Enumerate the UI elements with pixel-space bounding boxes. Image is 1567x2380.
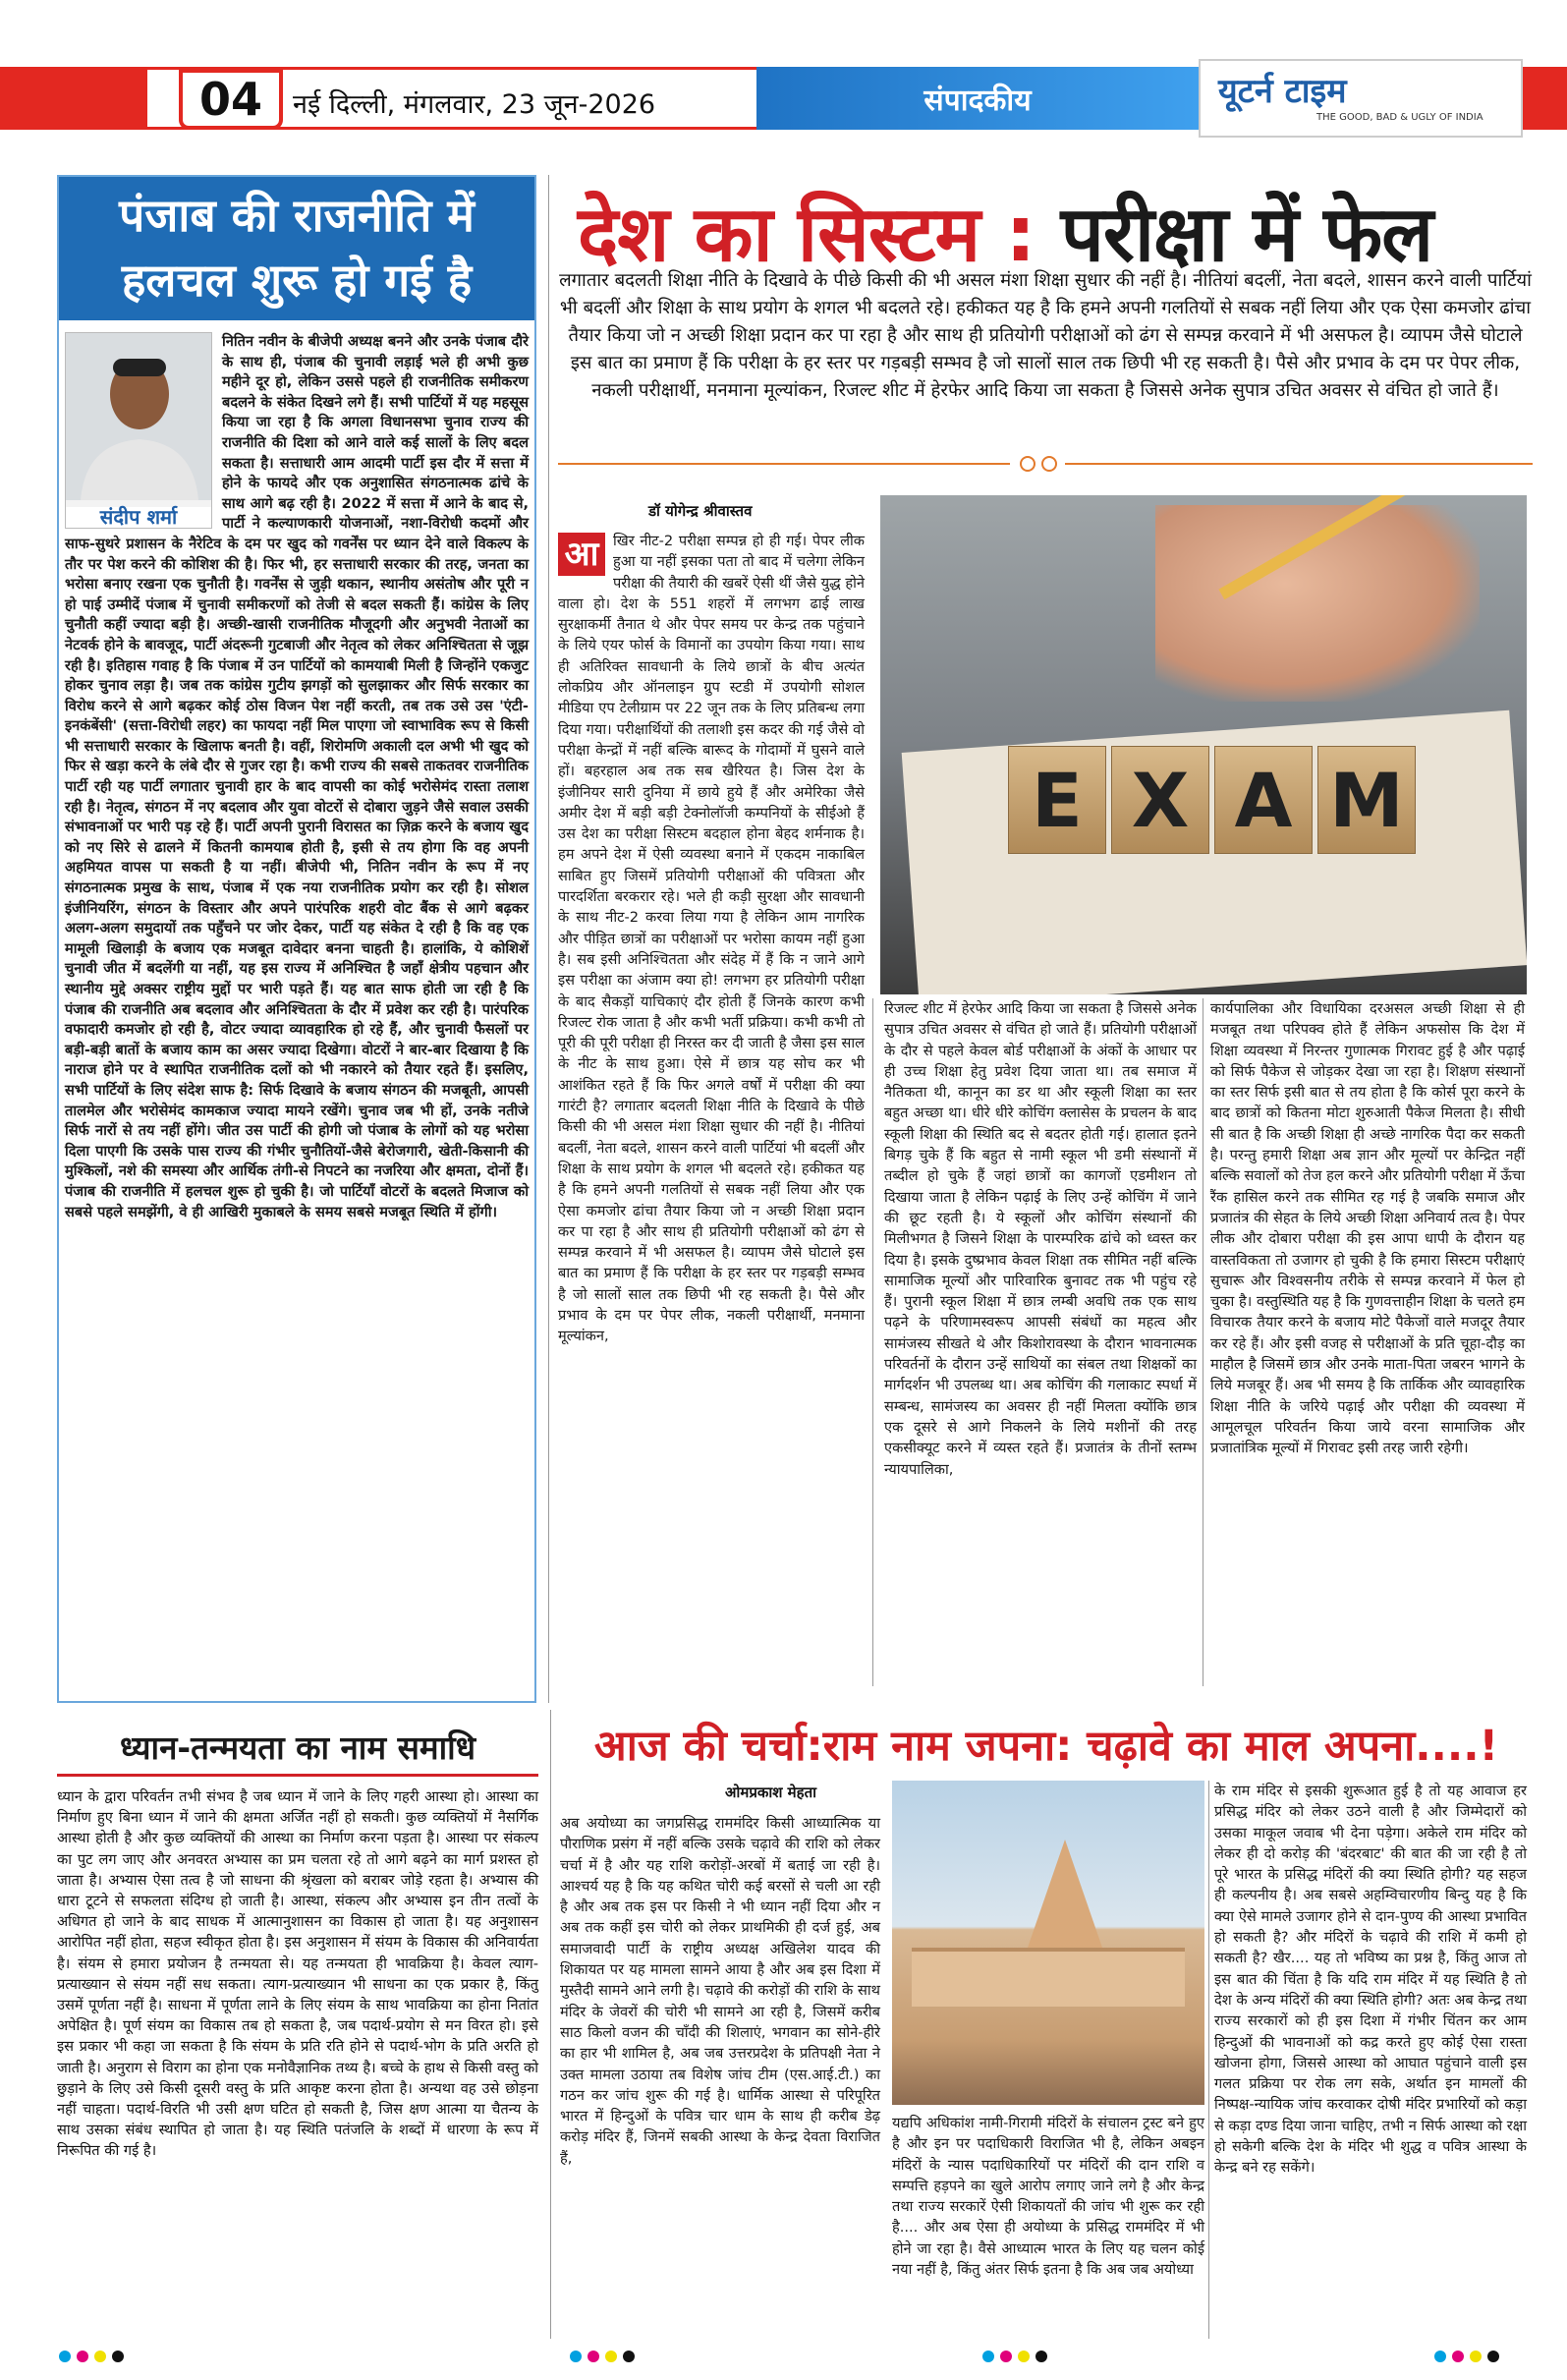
decorative-divider <box>558 454 1533 474</box>
main-col-2: रिजल्ट शीट में हेरफेर आदि किया जा सकता है जिससे अनेक सुपात्र उचित अवसर से वंचित हो जाते हैं। प्रतियोगी परीक्षाओं के दौर से पहले केवल बोर्ड परीक्षाओं के अंकों के आधार पर ही उच्च शिक्षा हेतु प्रवेश दिया जाता था। तब समाज में नैतिकता थी, कानून का डर था और स्कूली शिक्षा का स्तर बहुत अच्छा था। धीरे धीरे कोचिंग क्लासेस के प्रचलन के बाद स्कूली शिक्षा की स्थिति बद से बदतर होती गई। हालात इतने बिगड़ चुके हैं कि बहुत से नामी स्कूल भी डमी संस्थानों में तब्दील हो चुके हैं जहां छात्रों का कागजों एडमीशन तो दिखाया जाता है लेकिन पढ़ाई के लिए उन्हें कोचिंग में जाने की छूट रहती है। ये स्कूलों और कोचिंग संस्थानों की मिलीभगत है जिसने शिक्षा के पारम्परिक ढांचे को ध्वस्त कर दिया है। इसके दुष्प्रभाव केवल शिक्षा तक सीमित नहीं बल्कि सामाजिक मूल्यों और पारिवारिक बुनावट तक भी पहुंच रहे हैं। पुरानी स्कूल शिक्षा में छात्र लम्बी अवधि तक एक साथ पढ़ने के परिणामस्वरूप आपसी संबंधों का महत्व और सामंजस्य सीखते थे और किशोरावस्था के दौरान भावनात्मक परिवर्तनों के दौरान उन्हें साथियों का संबल तथा शिक्षकों का मार्गदर्शन भी उपलब्ध था। अब कोचिंग की गलाकाट स्पर्धा में सम्बन्ध, सामंजस्य का अवसर ही नहीं मिलता क्योंकि छात्र एक दूसरे से आगे निकलने के लिये मशीनों की तरह एकसीक्यूट करने में व्यस्त रहते हैं। प्रजातंत्र के तीनों स्तम्भ न्यायपालिका, <box>884 1000 1197 1478</box>
brand-logo <box>1199 59 1523 138</box>
exam-block-x: X <box>1111 746 1209 854</box>
divider-line-right <box>1065 463 1533 465</box>
cmyk-dots <box>59 2351 124 2362</box>
dropcap: आ <box>558 533 605 576</box>
main-col-1 <box>558 531 865 1347</box>
lower-left-rule <box>57 1774 538 1777</box>
exam-block-m: M <box>1317 746 1416 854</box>
left-editorial-text: नितिन नवीन के बीजेपी अध्यक्ष बनने और उनके पंजाब दौरे के साथ ही, पंजाब की चुनावी लड़ाई भले ही अभी कुछ महीने दूर हो, लेकिन उससे पहले ही राजनीतिक समीकरण बदलने के संकेत दिखने लगे हैं। सभी पार्टियों में यह महसूस किया जा रहा है कि अगला विधानसभा चुनाव राज्य की राजनीति की दिशा को आने वाले कई सालों के लिए बदल सकता है। सत्ताधारी आम आदमी पार्टी इस दौर में सत्ता में होने के फायदे और एक अनुशासित संगठनात्मक ढांचे के साथ आगे बढ़ रही है। 2022 में सत्ता में आने के बाद से, पार्टी ने कल्याणकारी योजनाओं, नशा-विरोधी कदमों और साफ-सुथरे प्रशासन के नैरेटिव के दम पर खुद को गवर्नेंस पर ध्यान देने वाले विकल्प के तौर पर पेश करने की कोशिश की है। फिर भी, हर सत्ताधारी सरकार की तरह, जनता का भरोसा बनाए रखना एक चुनौती है। गवर्नेंस से जुड़ी थकान, स्थानीय असंतोष और पूरी न हो पाई उम्मीदें पंजाब में चुनावी समीकरणों को तेजी से बदल सकती हैं। कांग्रेस के लिए चुनौती कहीं ज्यादा बड़ी है। अच्छी-खासी राजनीतिक मौजूदगी और अनुभवी नेताओं का नेटवर्क होने के बावजूद, पार्टी अंदरूनी गुटबाजी और नेतृत्व को लेकर अनिश्चितता से जूझ रही है। इतिहास गवाह है कि पंजाब में उन पार्टियों को कामयाबी मिली है जिन्होंने एकजुट होकर चुनाव लड़ा है। जब तक कांग्रेस गुटीय झगड़ों को सुलझाकर और सिर्फ सरकार का विरोध करने से आगे बढ़कर कोई ठोस विजन पेश नहीं करती, तब तक उसे उस 'एंटी-इनकंबेंसी' (सत्ता-विरोधी लहर) का फायदा नहीं मिल पाएगा जो स्वाभाविक रूप से किसी भी सत्ताधारी सरकार के खिलाफ बनती है। वहीं, शिरोमणि अकाली दल अभी भी खुद को फिर से खड़ा करने के लंबे दौर से गुजर रहा है। कभी राज्य की सबसे ताकतवर राजनीतिक पार्टी रही यह पार्टी लगातार चुनावी हार के बाद वापसी का कोई भरोसेमंद रास्ता तलाश रही है। नेतृत्व, संगठन में नए बदलाव और युवा वोटरों से दोबारा जुड़ने जैसे सवाल उसकी संभावनाओं पर भारी पड़ रहे हैं। पार्टी अपनी पुरानी विरासत का ज़िक्र करने के बजाय खुद को नए सिरे से ढालने में कितनी कामयाब होती है, इसी से तय होगा कि वह अपनी अहमियत वापस पा सकती है या नहीं। बीजेपी भी, नितिन नवीन के रूप में नए संगठनात्मक प्रमुख के साथ, पंजाब में एक नया राजनीतिक प्रयोग कर रही है। सोशल इंजीनियरिंग, संगठन के विस्तार और अपने पारंपरिक शहरी वोट बैंक से आगे बढ़कर अलग-अलग समुदायों तक पहुँचने पर जोर देकर, पार्टी यह संकेत दे रही है कि वह एक मामूली खिलाड़ी के बजाय एक मजबूत दावेदार बनना चाहती है। हालांकि, ये कोशिशें चुनावी जीत में बदलेंगी या नहीं, यह इस राज्य में अनिश्चित है जहाँ क्षेत्रीय पहचान और स्थानीय मुद्दे अक्सर राष्ट्रीय मुद्दों पर भारी पड़ते हैं। यह बात साफ होती जा रही है कि पंजाब की राजनीति अब बदलाव और अनिश्चितता के दौर में प्रवेश कर रही है। पारंपरिक वफादारी कमजोर हो रही है, वोटर ज्यादा व्यावहारिक हो रहे हैं, और चुनावी फैसलों पर बड़ी-बड़ी बातों के बजाय काम का असर ज्यादा दिखेगा। वोटरों ने बार-बार दिखाया है कि नाराज होने पर वे स्थापित राजनीतिक दलों को भी नकारने को तैयार रहते हैं। इसलिए, सभी पार्टियों के लिए संदेश साफ है: सिर्फ दिखावे के बजाय संगठन की मजबूती, आपसी तालमेल और भरोसेमंद कामकाज ज्यादा मायने रखेंगे। चुनाव जब भी हों, उनके नतीजे सिर्फ नारों से तय नहीं होंगे। जीत उस पार्टी की होगी जो पंजाब के लोगों को यह भरोसा दिला पाएगी कि उसके पास राज्य की गंभीर चुनौतियों-जैसे बेरोजगारी, खेती-किसानी की मुश्किलों, नशे की समस्या और आर्थिक तंगी-से निपटने का नजरिया और क्षमता, दोनों हैं। पंजाब की राजनीति में हलचल शुरू हो चुकी है। जो पार्टियाँ वोटरों के बदलते मिजाज को सबसे पहले समझेंगी, वे ही आखिरी मुकाबले के समय सबसे मजबूत स्थिति में होंगी। <box>65 333 529 1220</box>
cmyk-dots <box>1434 2351 1499 2362</box>
exam-block-a: A <box>1214 746 1313 854</box>
lower-right-col-1: अब अयोध्या का जगप्रसिद्ध राममंदिर किसी आध्यात्मिक या पौराणिक प्रसंग में नहीं बल्कि उसके चढ़ावे की राशि को लेकर चर्चा में है और यह राशि करोड़ों-अरबों में बताई जा रही है। आश्चर्य यह है कि यह कथित चोरी कई बरसों से चली आ रही है और अब तक इस पर किसी ने भी ध्यान नहीं दिया और न अब तक कहीं इस चोरी को लेकर प्राथमिकी ही दर्ज हुई, अब समाजवादी पार्टी के राष्ट्रीय अध्यक्ष अखिलेश यादव की शिकायत पर यह मामला सामने आया है और अब इस दिशा में मुस्तैदी सामने आने लगी है। चढ़ावे की करोड़ों की राशि के साथ मंदिर के जेवरों की चोरी भी सामने आ रही है, जिसमें करीब साठ किलो वजन की चाँदी की शिलाएं, भगवान का सोने-हीरे का हार भी शामिल है, अब जब उत्तरप्रदेश के प्रतिपक्षी नेता ने उक्त मामला उठाया तब विशेष जांच टीम (एस.आई.टी.) का गठन कर जांच शुरू की गई है। धार्मिक आस्था से परिपूरित भारत में हिन्दुओं के पवित्र चार धाम के साथ ही करीब डेढ़ करोड़ मंदिर हैं, जिनमें सबकी आस्था के केन्द्र देवता विराजित हैं, <box>560 1815 880 2167</box>
dateline: नई दिल्ली, मंगलवार, 23 जून-2026 <box>293 89 656 120</box>
temple-photo <box>892 1781 1204 2105</box>
main-col-3: कार्यपालिका और विधायिका दरअसल अच्छी शिक्षा से ही मजबूत तथा परिपक्व होते हैं लेकिन अफसोस कि देश में शिक्षा व्यवस्था में निरन्तर गुणात्मक गिरावट हुई है और पढ़ाई को सिर्फ पैकेज से जोड़कर देखा जा रहा है। शिक्षण संस्थानों का स्तर सिर्फ इसी बात से तय होता है कि कोर्स पूरा करने के बाद छात्रों को कितना मोटा शुरुआती पैकेज मिलता है। सीधी सी बात है कि अच्छी शिक्षा ही अच्छे नागरिक पैदा कर सकती है। परन्तु हमारी शिक्षा अब ज्ञान और मूल्यों पर केन्द्रित नहीं बल्कि सवालों को तेज हल करने और प्रतियोगी परीक्षा में ऊँचा रैंक हासिल करने तक सीमित रह गई है जबकि समाज और प्रजातंत्र की सेहत के लिये अच्छी शिक्षा अनिवार्य तत्व है। पेपर लीक और दोबारा परीक्षा की इस आपा धापी के दौरान यह वास्तविकता तो उजागर हो चुकी है कि हमारा सिस्टम परीक्षाएं सुचारू और विश्वसनीय तरीके से सम्पन्न करवाने में फेल हो चुका है। वस्तुस्थिति यह है कि गुणवत्ताहीन शिक्षा के चलते हम विचारक तैयार करने के बजाय मोटे पैकेजों वाले मजदूर तैयार कर रहे हैं। और इसी वजह से परीक्षाओं के प्रति चूहा-दौड़ का माहौल है जिसमें छात्र और उनके माता-पिता जबरन भागने के लिये मजबूर हैं। अब भी समय है कि तार्किक और व्यावहारिक शिक्षा नीति के जरिये पढ़ाई और परीक्षा की व्यवस्था में आमूलचूल परिवर्तन किया जाये वरना सामाजिक और प्रजातांत्रिक मूल्यों में गिरावट इसी तरह जारी रहेगी। <box>1210 1000 1525 1457</box>
main-col-1-text: खिर नीट-2 परीक्षा सम्पन्न हो ही गई। पेपर लीक हुआ या नहीं इसका पता तो बाद में चलेगा लेकिन परीक्षा की तैयारी की खबरें ऐसी थीं जैसे युद्ध होने वाला हो। देश के 551 शहरों में लगभग ढाई लाख सुरक्षाकर्मी तैनात थे और पेपर समय पर केन्द्र तक पहुंचाने के लिये एयर फोर्स के विमानों का उपयोग किया गया। साथ ही अतिरिक्त सावधानी के लिये छात्रों के बीच अत्यंत लोकप्रिय और ऑनलाइन ग्रुप स्टडी में उपयोगी सोशल मीडिया एप टेलीग्राम पर 22 जून तक के लिए प्रतिबन्ध लगा दिया गया। परीक्षार्थियों की तलाशी इस कदर की गई जैसे वो परीक्षा केन्द्रों में नहीं बल्कि बारूद के गोदामों में घुसने वाले हों। बहरहाल अब तक सब खैरियत है। जिस देश के इंजीनियर सारी दुनिया में छाये हुये हैं और अमेरिका जैसे अमीर देश में बड़ी बड़ी टेक्नोलॉजी कम्पनियों के सीईओ हैं उस देश का परीक्षा सिस्टम बदहाल होना बेहद शर्मनाक है। हम अपने देश में ऐसी व्यवस्था बनाने में एकदम नाकाबिल साबित हुए जिसमें प्रतियोगी परीक्षाओं की पवित्रता और पारदर्शिता बरकरार रहे। भले ही कड़ी सुरक्षा और सावधानी के साथ नीट-2 करवा लिया गया है लेकिन आम नागरिक और पीड़ित छात्रों का परीक्षाओं पर भरोसा कायम नहीं हुआ है। सब इसी अनिश्चितता और संदेह में हैं कि न जाने आगे इस परीक्षा का अंजाम क्या हो! लगभग हर प्रतियोगी परीक्षा के बाद सैकड़ों याचिकाएं दौर होती हैं जिनके कारण कभी रिजल्ट रोक जाता है और कभी भर्ती प्रक्रिया। कभी कभी तो पूरी की पूरी परीक्षा ही निरस्त कर दी जाती है जैसा इस साल के नीट के साथ हुआ। ऐसे में छात्र यह सोच कर भी आशंकित रहते हैं कि फिर अगले वर्षों में परीक्षा की क्या गारंटी है? लगातार बदलती शिक्षा नीति के दिखावे के पीछे किसी की भी असल मंशा शिक्षा सुधार की नहीं है। नीतियां बदलीं, नेता बदले, शासन करने वाली पार्टियां भी बदलीं और शिक्षा के साथ प्रयोग के शगल भी बदलते रहे। हकीकत यह है कि हमने अपनी गलतियों से सबक नहीं लिया और एक ऐसा कमजोर ढांचा तैयार किया जो न अच्छी शिक्षा प्रदान कर पा रहा है और साथ ही प्रतियोगी परीक्षाओं को ढंग से सम्पन्न करवाने में भी असफल है। व्यापम जैसे घोटाले इस बात का प्रमाण हैं कि परीक्षा के हर स्तर पर गड़बड़ी सम्भव है जो सालों साल तक छिपी भी रह सकती है। पैसे और प्रभाव के दम पर पेपर लीक, नकली परीक्षार्थी, मनमाना मूल्यांकन, <box>558 533 865 1345</box>
cmyk-dots <box>570 2351 635 2362</box>
column-rule <box>548 175 549 1703</box>
main-headline-red: देश का सिस्टम : <box>578 191 1061 279</box>
main-headline-black: परीक्षा में फेल <box>1060 191 1433 279</box>
lower-right-col-2: यद्यपि अधिकांश नामी-गिरामी मंदिरों के संचालन ट्रस्ट बने हुए है और इन पर पदाधिकारी विराजित भी है, लेकिन अबइन मंदिरों के न्यास पदाधिकारियों पर मंदिरों की दान राशि व सम्पत्ति हड़पने का खुले आरोप लगाए जाने लगे है और केन्द्र तथा राज्य सरकारें ऐसी शिकायतों की जांच भी शुरू कर रही है.... और अब ऐसा ही अयोध्या के प्रसिद्ध राममंदिर में भी होने जा रहा है। वैसे आध्यात्म भारत के लिए यह चलन कोई नया नहीं है, किंतु अंतर सिर्फ इतना है कि अब जब अयोध्या <box>892 2115 1204 2279</box>
author-photo <box>65 332 212 529</box>
print-registration-marks <box>0 2339 1567 2380</box>
lower-right-byline: ओमप्रकाश मेहता <box>725 1784 817 1801</box>
author-portrait-icon <box>66 333 212 500</box>
lower-left-body: ध्यान के द्वारा परिवर्तन तभी संभव है जब ध्यान में जाने के लिए गहरी आस्था हो। आस्था का निर्माण हुए बिना ध्यान में जाने की क्षमता अर्जित नहीं हो सकती। कुछ व्यक्तियों में नैसर्गिक आस्था होती है और कुछ व्यक्तियों की आस्था का निर्माण करना पड़ता है। आस्था पर संकल्प का पुट लग जाए और अनवरत अभ्यास का प्रम चलता रहे तो आगे बढ़ने का मार्ग प्रशस्त हो जाता है। अभ्यास ऐसा तत्व है जो साधना की श्रृंखला को बराबर जोड़े रहता है। अभ्यास की धारा टूटने से सफलता संदिग्ध हो जाती है। आस्था, संकल्प और अभ्यास इन तीन तत्वों के अधिगत हो जाने के बाद साधक में आत्मानुशासन का विकास हो जाता है। यह अनुशासन आरोपित नहीं होता, सहज स्वीकृत होता है। इस अनुशासन में संयम के विकास की अनिवार्यता है। संयम से हमारा प्रयोजन है तन्मयता से। यह तन्मयता ही भावक्रिया है। केवल त्याग-प्रत्याख्यान से संयम नहीं सध सकता। त्याग-प्रत्याख्यान भी साधना का एक प्रकार है, किंतु उसमें पूर्णता नहीं है। साधना में पूर्णता लाने के लिए संयम के साथ भावक्रिया का होना नितांत अपेक्षित है। पूर्ण संयम का विकास तब हो सकता है, जब पदार्थ-प्रयोग से मन विरत हो। इसे इस प्रकार भी कहा जा सकता है कि संयम के प्रति रति होने से पदार्थ-भोग के प्रति अरति हो जाती है। अनुराग से विराग का होना एक मनोवैज्ञानिक तथ्य है। बच्चे के हाथ से किसी वस्तु को छुड़ाने के लिए उसे किसी दूसरी वस्तु के प्रति आकृष्ट करना होता है। अन्यथा वह उसे छोड़ना नहीं चाहता। पदार्थ-विरति भी उसी क्षण घटित हो सकती है, जिस क्षण आत्मा या चैतन्य के साथ उसका संबंध स्थापित हो जाता है। यह स्थिति पतंजलि के शब्दों में धारणा के रूप में निरूपित की गई है। <box>57 1788 538 2160</box>
column-rule <box>550 1710 551 2339</box>
temple-base-shape <box>912 1948 1185 2007</box>
main-deck: लगातार बदलती शिक्षा नीति के दिखावे के पीछे किसी की भी असल मंशा शिक्षा सुधार की नहीं है। नीतियां बदलीं, नेता बदले, शासन करने वाली पार्टियां भी बदलीं और शिक्षा के साथ प्रयोग के शगल भी बदलते रहे। हकीकत यह है कि हमने अपनी गलतियों से सबक नहीं लिया और एक ऐसा कमजोर ढांचा तैयार किया जो न अच्छी शिक्षा प्रदान कर पा रहा है और साथ ही प्रतियोगी परीक्षाओं को ढंग से सम्पन्न करवाने में भी असफल है। व्यापम जैसे घोटाले इस बात का प्रमाण हैं कि परीक्षा के हर स्तर पर गड़बड़ी सम्भव है जो सालों साल तक छिपी भी रह सकती है। पैसे और प्रभाव के दम पर पेपर लीक, नकली परीक्षार्थी, मनमाना मूल्यांकन, रिजल्ट शीट में हेरफेर आदि किया जा सकता है जिससे अनेक सुपात्र उचित अवसर से वंचित हो जाते हैं। <box>559 270 1532 401</box>
section-label: संपादकीय <box>756 67 1199 130</box>
lower-left-headline: ध्यान-तन्मयता का नाम समाधि <box>119 1728 476 1767</box>
divider-dot-1 <box>1020 456 1035 472</box>
lower-right-col-3: के राम मंदिर से इसकी शुरूआत हुई है तो यह आवाज हर प्रसिद्ध मंदिर को लेकर उठने वाली है और जिम्मेदारों को उसका माकूल जवाब भी देना पड़ेगा। अकेले राम मंदिर को लेकर ही दो करोड़ की 'बंदरबाट' की बात की जा रही है तो पूरे भारत के प्रसिद्ध मंदिरों की क्या स्थिति होगी? यह सहज ही कल्पनीय है। अब सबसे अहम्विचारणीय बिन्दु यह है कि क्या ऐसे मामले उजागर होने से दान-पुण्य की आस्था प्रभावित हो सकती है? और मंदिरों के चढ़ावे की राशि में कमी हो सकती है? खैर.... यह तो भविष्य का प्रश्न है, किंतु आज तो इस बात की चिंता है कि यदि राम मंदिर में यह स्थिति है तो देश के अन्य मंदिरों की क्या स्थिति होगी? अतः अब केन्द्र तथा राज्य सरकारों को ही इस दिशा में गंभीर चिंतन कर आम हिन्दुओं की भावनाओं को कद्र करते हुए कोई ऐसा रास्ता खोजना होगा, जिससे आस्था को आघात पहुंचाने वाली इस गलत प्रक्रिया पर रोक लग सके, अर्थात इन मामलों की निष्पक्ष-न्यायिक जांच करवाकर दोषी मंदिर प्रभारियों को कड़ा से कड़ा दण्ड दिया जाना चाहिए, तभी न सिर्फ आस्था को रक्षा हो सकेगी बल्कि देश के मंदिर भी शुद्ध व पवित्र आस्था के केन्द्र बने रह सकेंगे। <box>1214 1783 1527 2177</box>
lower-right-headline: आज की चर्चा:राम नाम जपना: चढ़ावे का माल अपना....! <box>593 1722 1499 1771</box>
divider-dot-2 <box>1041 456 1057 472</box>
brand-name: यूटर्न टाइम <box>1218 72 1347 111</box>
divider-line-left <box>558 463 1010 465</box>
exam-photo <box>880 495 1527 994</box>
left-editorial-body <box>65 332 529 1222</box>
main-byline: डॉ योगेन्द्र श्रीवास्तव <box>648 502 753 520</box>
exam-block-e: E <box>1008 746 1106 854</box>
author-name: संदीप शर्मा <box>66 507 211 528</box>
temple-spire-shape <box>1028 1840 1102 1948</box>
brand-tagline: THE GOOD, BAD & UGLY OF INDIA <box>1316 112 1483 123</box>
page-number-badge: 04 <box>179 69 283 130</box>
column-rule <box>872 998 873 1686</box>
header-right-band <box>1523 67 1567 130</box>
left-editorial-headline: पंजाब की राजनीति में हलचल शुरू हो गई है <box>59 177 534 320</box>
page-header <box>0 49 1567 147</box>
column-rule <box>1208 1781 1209 2339</box>
cmyk-dots <box>982 2351 1047 2362</box>
left-editorial-box <box>57 175 536 1703</box>
